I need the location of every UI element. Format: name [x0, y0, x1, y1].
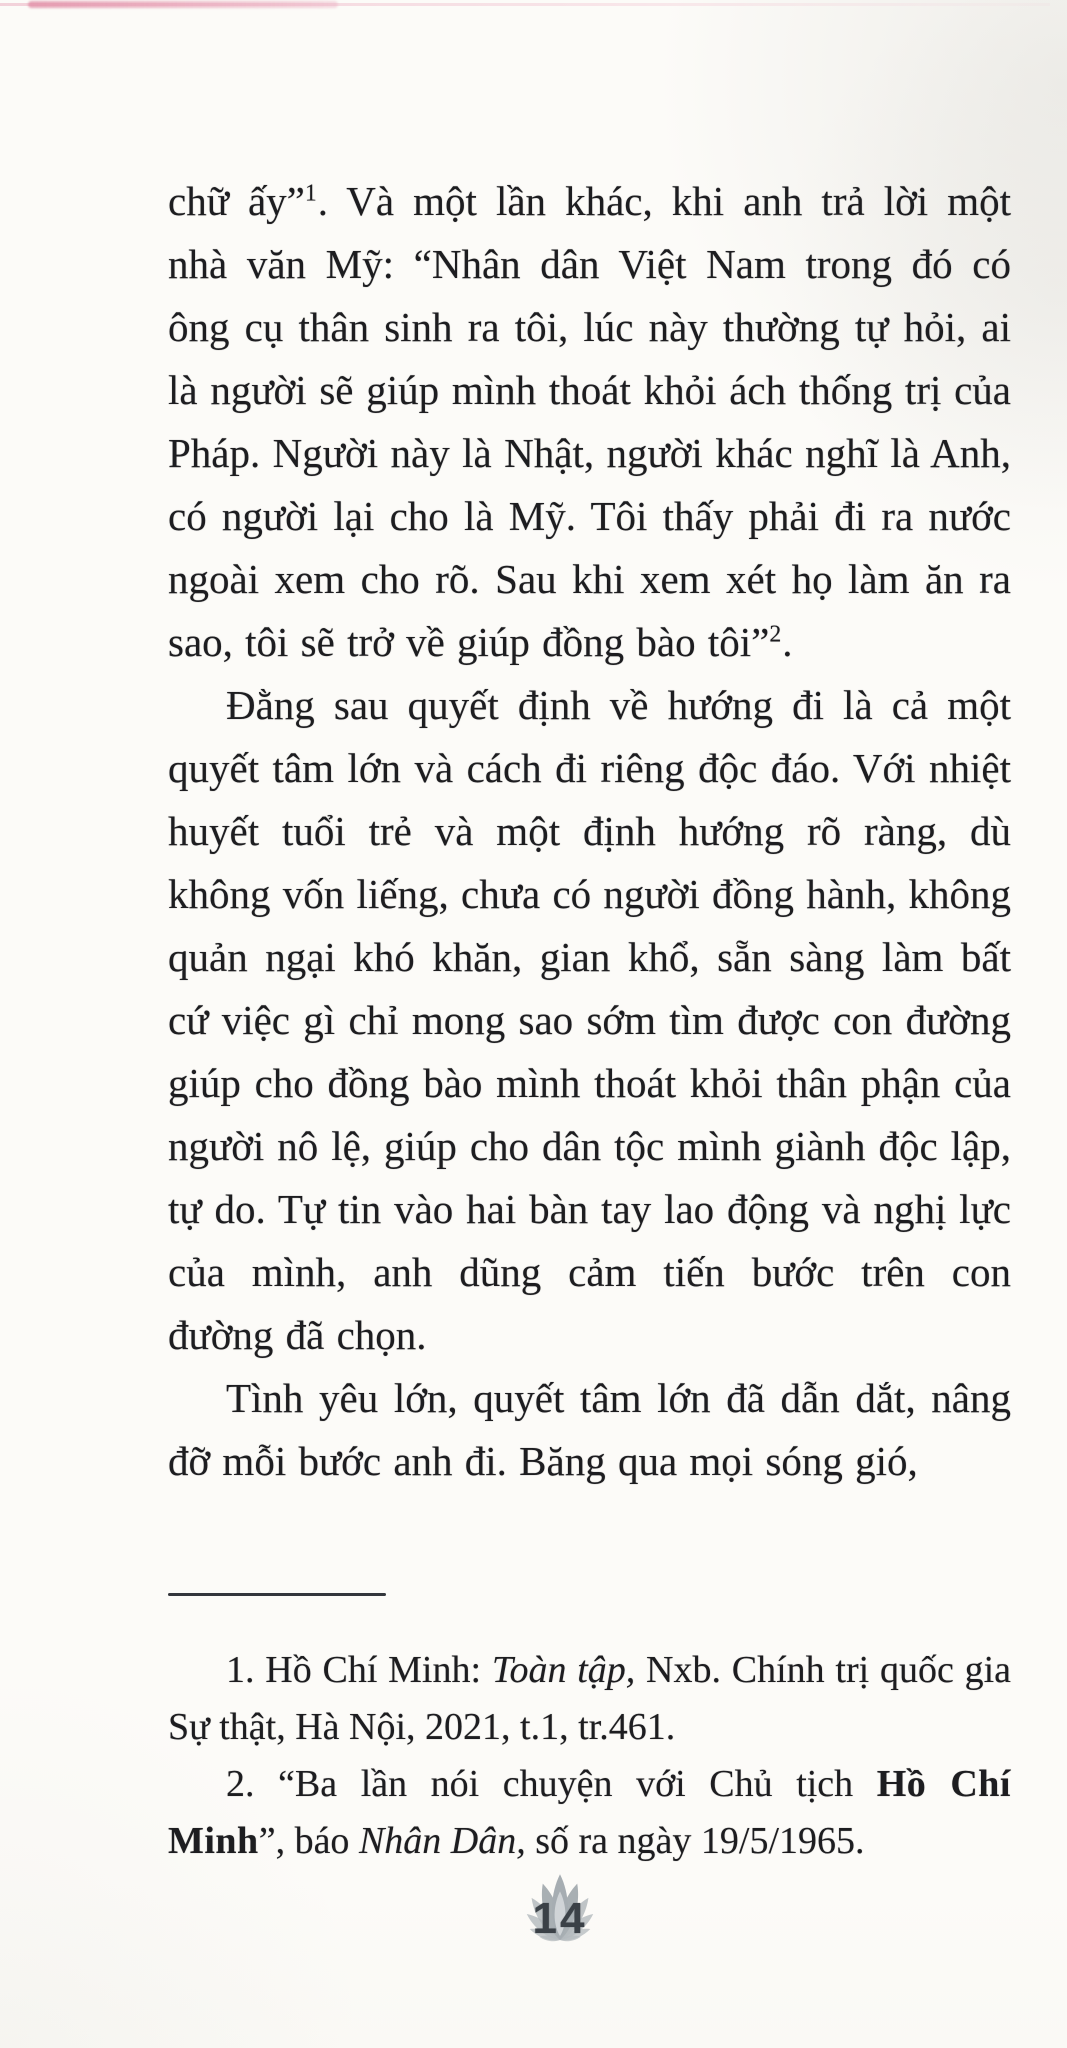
footnote-separator: [168, 1593, 386, 1596]
scan-artifact-pink-mark: [28, 1, 338, 8]
footnote-ref: 1: [304, 180, 318, 207]
body-text: [168, 170, 1011, 1493]
bold-text: Hồ Chí Minh: [168, 1763, 1011, 1862]
italic-text: Nhân Dân,: [358, 1820, 526, 1862]
paragraph: Tình yêu lớn, quyết tâm lớn đã dẫn dắt, nâng đỡ mỗi bước anh đi. Băng qua mọi sóng gió,: [168, 1375, 1011, 1484]
footnote-ref: 2: [769, 621, 783, 648]
paragraph: chữ ấy”$^1$. Và một lần khác, khi anh trả lời một nhà văn Mỹ: “Nhân dân Việt Nam trong đó có ông cụ thân sinh ra tôi, lúc này thường tự hỏi, ai là người sẽ giúp mình thoát khỏi ách thống trị của Pháp. Người này là Nhật, người khác nghĩ là Anh, có người lại cho là Mỹ. Tôi thấy phải đi ra nước ngoài xem cho rõ. Sau khi xem xét họ làm ăn ra sao, tôi sẽ trở về giúp đồng bào tôi”$^2$.: [168, 178, 1011, 665]
footnote: 2. “Ba lần nói chuyện với Chủ tịch Hồ Chí Minh”, báo Nhân Dân, số ra ngày 19/5/1965.: [168, 1763, 1011, 1862]
page-number: 14: [532, 1894, 588, 1943]
italic-text: Toàn tập,: [491, 1649, 636, 1691]
footnotes: [168, 1642, 1011, 1870]
footnote: 1. Hồ Chí Minh: Toàn tập, Nxb. Chính trị quốc gia Sự thật, Hà Nội, 2021, t.1, tr.461.: [168, 1649, 1012, 1748]
paragraph: Đằng sau quyết định về hướng đi là cả một quyết tâm lớn và cách đi riêng độc đáo. Với nhiệt huyết tuổi trẻ và một định hướng rõ ràng, dù không vốn liếng, chưa có người đồng hành, không quản ngại khó khăn, gian khổ, sẵn sàng làm bất cứ việc gì chỉ mong sao sớm tìm được con đường giúp cho đồng bào mình thoát khỏi thân phận của người nô lệ, giúp cho dân tộc mình giành độc lập, tự do. Tự tin vào hai bàn tay lao động và nghị lực của mình, anh dũng cảm tiến bước trên con đường đã chọn.: [168, 682, 1011, 1358]
page-content: [168, 170, 1011, 1870]
